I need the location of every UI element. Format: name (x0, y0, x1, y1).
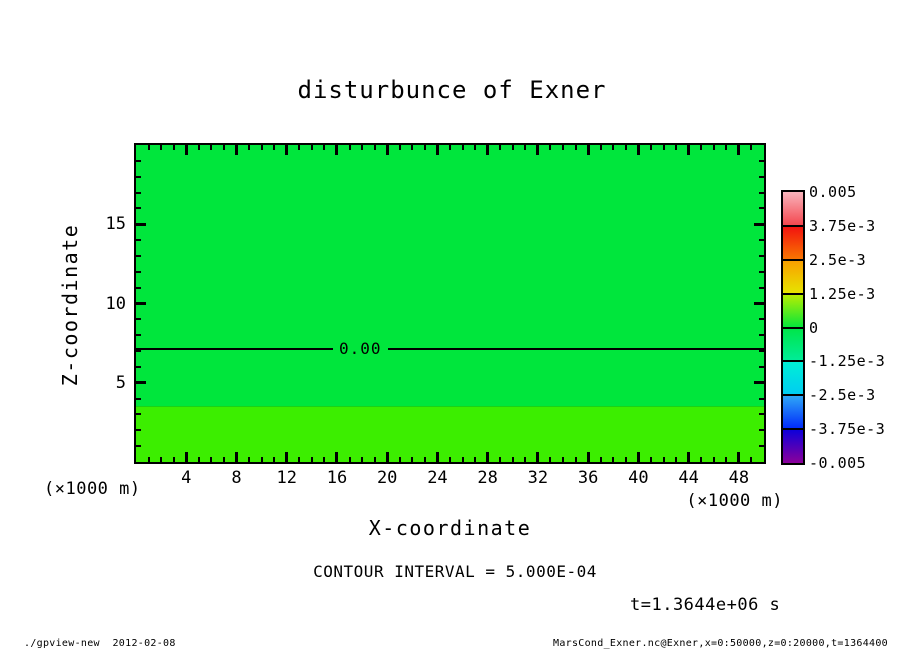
x-tick (323, 457, 325, 462)
x-tick-label: 24 (427, 468, 448, 488)
y-tick-label: 5 (115, 372, 126, 393)
x-tick (687, 145, 690, 155)
x-tick (625, 457, 627, 462)
x-tick-label: 12 (276, 468, 297, 488)
x-tick (462, 145, 464, 150)
x-tick (335, 145, 338, 155)
zero-contour-line (136, 348, 764, 350)
colorbar-segment (783, 260, 803, 294)
x-tick (235, 145, 238, 155)
x-tick (411, 457, 413, 462)
x-axis-unit-note-right: (×1000 m) (686, 491, 783, 511)
x-tick (424, 457, 426, 462)
colorbar-tick-label: -0.005 (809, 454, 867, 472)
y-tick (136, 176, 141, 178)
x-tick (524, 145, 526, 150)
y-tick (759, 255, 764, 257)
x-tick-label: 36 (577, 468, 599, 488)
x-tick (499, 145, 501, 150)
zero-contour-label: 0.00 (333, 340, 388, 357)
x-tick (524, 457, 526, 462)
x-tick (323, 145, 325, 150)
x-tick (663, 145, 665, 150)
x-tick (512, 145, 514, 150)
x-tick (311, 457, 313, 462)
x-tick (650, 457, 652, 462)
y-tick (759, 239, 764, 241)
x-tick (173, 145, 175, 150)
x-tick (349, 145, 351, 150)
x-tick (562, 145, 564, 150)
colorbar-tick-label: 3.75e-3 (809, 216, 876, 235)
x-tick (549, 457, 551, 462)
x-tick (248, 145, 250, 150)
x-tick (700, 457, 702, 462)
x-tick (675, 145, 677, 150)
colorbar-segment (783, 328, 803, 362)
x-tick-label: 8 (231, 468, 242, 488)
colorbar-divider (783, 259, 803, 261)
y-tick (136, 192, 141, 194)
x-tick (248, 457, 250, 462)
colorbar-tick-label: 0.005 (809, 183, 857, 201)
x-tick (223, 457, 225, 462)
x-tick (185, 452, 188, 462)
y-tick (759, 334, 764, 336)
y-tick (136, 366, 141, 368)
colorbar-divider (783, 293, 803, 295)
x-tick (386, 145, 389, 155)
x-tick (148, 457, 150, 462)
x-tick (235, 452, 238, 462)
x-tick (474, 457, 476, 462)
y-tick (759, 160, 764, 162)
x-tick (424, 145, 426, 150)
x-tick (549, 145, 551, 150)
x-tick (663, 457, 665, 462)
x-tick (335, 452, 338, 462)
x-tick-label: 40 (628, 468, 649, 488)
y-tick (759, 350, 764, 352)
x-tick (285, 452, 288, 462)
colorbar-tick-label: 0 (809, 318, 819, 337)
x-tick (349, 457, 351, 462)
x-tick (575, 145, 577, 150)
colorbar-segment (783, 294, 803, 328)
x-tick-label: 48 (728, 468, 750, 488)
y-tick (759, 445, 764, 447)
y-tick (136, 223, 146, 226)
x-tick (285, 145, 288, 155)
x-tick-label: 20 (376, 468, 398, 488)
x-tick (411, 145, 413, 150)
y-tick (759, 318, 764, 320)
colorbar-segment (783, 192, 803, 226)
x-tick (361, 457, 363, 462)
x-tick-label: 32 (527, 468, 549, 488)
y-tick (136, 287, 141, 289)
x-tick (536, 145, 539, 155)
y-tick (759, 366, 764, 368)
y-tick (136, 255, 141, 257)
x-tick (185, 145, 188, 155)
colorbar-divider (783, 327, 803, 329)
x-tick (449, 145, 451, 150)
x-tick (273, 145, 275, 150)
x-tick-label: 16 (326, 468, 348, 488)
colorbar-tick-label: -3.75e-3 (809, 420, 886, 439)
footer-file-stamp: MarsCond_Exner.nc@Exner,x=0:50000,z=0:20000,t=1364400 (553, 638, 888, 649)
y-tick (136, 413, 141, 415)
x-tick (198, 457, 200, 462)
x-tick (600, 457, 602, 462)
time-annotation: t=1.3644e+06 s (630, 595, 781, 615)
x-tick-label: 4 (181, 468, 192, 488)
y-tick (136, 318, 141, 320)
lower-tone-band (136, 406, 764, 462)
x-tick (223, 145, 225, 150)
y-tick (136, 271, 141, 273)
x-tick (399, 145, 401, 150)
x-tick (700, 145, 702, 150)
plot-area (134, 143, 766, 464)
x-tick (160, 145, 162, 150)
x-tick (198, 145, 200, 150)
y-tick (136, 445, 141, 447)
x-tick (512, 457, 514, 462)
x-tick (486, 452, 489, 462)
x-tick (737, 452, 740, 462)
colorbar-divider (783, 428, 803, 430)
colorbar-segment (783, 226, 803, 260)
x-tick (261, 145, 263, 150)
colorbar-tick-label: -1.25e-3 (809, 352, 886, 371)
y-tick (136, 207, 141, 209)
y-tick (759, 413, 764, 415)
y-tick (136, 398, 141, 400)
y-tick (136, 334, 141, 336)
y-tick (136, 239, 141, 241)
x-tick (587, 145, 590, 155)
x-tick (449, 457, 451, 462)
x-tick (637, 145, 640, 155)
x-tick (210, 145, 212, 150)
x-tick (210, 457, 212, 462)
colorbar-segment (783, 395, 803, 429)
x-tick (160, 457, 162, 462)
x-tick (713, 145, 715, 150)
x-tick (486, 145, 489, 155)
y-tick (754, 223, 764, 226)
y-tick (754, 381, 764, 384)
x-tick (725, 457, 727, 462)
x-tick (261, 457, 263, 462)
x-tick (148, 145, 150, 150)
x-tick (462, 457, 464, 462)
y-tick-label: 15 (105, 214, 126, 235)
x-tick-label: 44 (678, 468, 699, 488)
x-tick (474, 145, 476, 150)
x-tick (625, 145, 627, 150)
x-tick (600, 145, 602, 150)
y-tick (136, 160, 141, 162)
x-tick (612, 145, 614, 150)
x-tick (436, 452, 439, 462)
chart-title: disturbunce of Exner (297, 76, 607, 104)
y-tick (759, 287, 764, 289)
x-tick (675, 457, 677, 462)
x-tick (562, 457, 564, 462)
x-tick (298, 145, 300, 150)
x-tick (650, 145, 652, 150)
colorbar-segment (783, 429, 803, 463)
y-tick (136, 381, 146, 384)
colorbar-tick-label: 1.25e-3 (809, 284, 876, 303)
x-tick (750, 145, 752, 150)
x-tick (725, 145, 727, 150)
x-tick (436, 145, 439, 155)
x-tick (536, 452, 539, 462)
x-tick (612, 457, 614, 462)
x-tick (575, 457, 577, 462)
y-tick (759, 398, 764, 400)
y-tick-label: 10 (105, 293, 126, 314)
contour-interval-note: CONTOUR INTERVAL = 5.000E-04 (313, 562, 597, 581)
x-axis-title: X-coordinate (368, 516, 532, 540)
x-tick (361, 145, 363, 150)
x-tick (687, 452, 690, 462)
y-tick (136, 429, 141, 431)
colorbar-tick-label: 2.5e-3 (809, 250, 867, 269)
footer-command-stamp: ./gpview-new 2012-02-08 (24, 638, 176, 649)
x-tick (374, 457, 376, 462)
y-tick (136, 302, 146, 305)
x-tick (273, 457, 275, 462)
colorbar-segment (783, 361, 803, 395)
x-tick-label: 28 (477, 468, 498, 488)
x-tick (374, 145, 376, 150)
y-tick (759, 192, 764, 194)
colorbar-tick-label: -2.5e-3 (809, 386, 876, 405)
x-tick (737, 145, 740, 155)
colorbar-divider (783, 225, 803, 227)
x-tick (399, 457, 401, 462)
x-tick (311, 145, 313, 150)
y-tick (759, 207, 764, 209)
y-tick (759, 176, 764, 178)
x-tick (637, 452, 640, 462)
x-tick (750, 457, 752, 462)
colorbar-divider (783, 394, 803, 396)
x-tick (298, 457, 300, 462)
x-tick (499, 457, 501, 462)
x-tick (386, 452, 389, 462)
y-tick (759, 271, 764, 273)
x-tick (173, 457, 175, 462)
y-axis-title-text: Z-coordinate (58, 223, 82, 387)
colorbar-divider (783, 360, 803, 362)
y-tick (754, 302, 764, 305)
x-tick (713, 457, 715, 462)
x-axis-unit-note-left: (×1000 m) (44, 479, 141, 499)
colorbar (781, 190, 805, 465)
y-tick (759, 429, 764, 431)
y-tick (136, 350, 141, 352)
x-tick (587, 452, 590, 462)
